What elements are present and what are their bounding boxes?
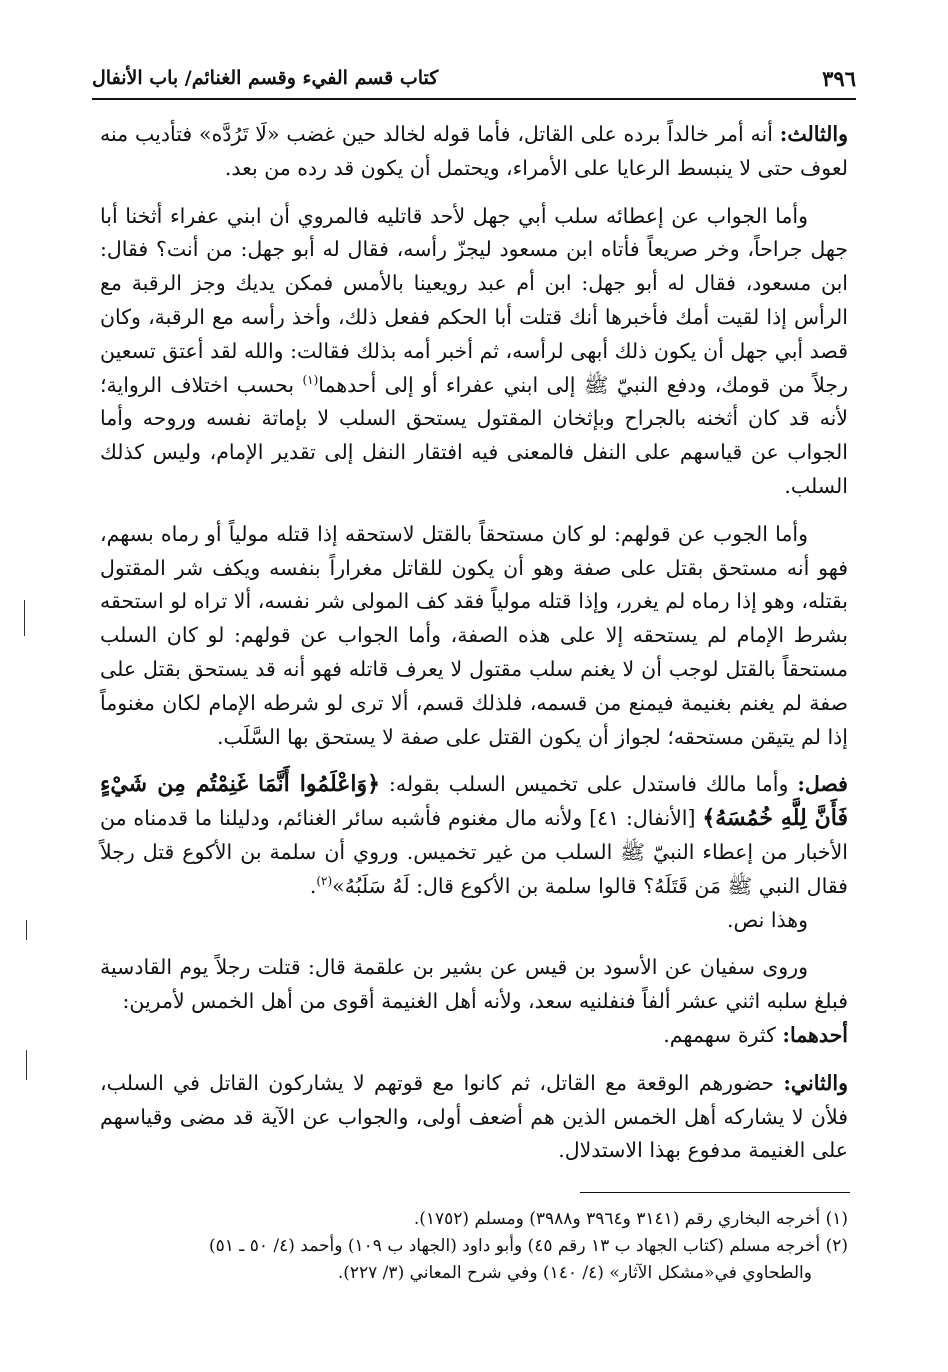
paragraph-lead: والثاني: (783, 1070, 848, 1095)
section-lead: فصل: (797, 772, 848, 797)
paragraph-text: حضورهم الوقعة مع القاتل، ثم كانوا مع قوتهم لا يشاركون القاتل في السلب، فلأن لا يشاركه أهل الخمس الذين هم أضعف أولى، والجواب عن الآية قد مضى وقياسهم على الغنيمة مدفوع بهذا الاستدلال. (100, 1070, 848, 1163)
paragraph-text-continued: بحسب اختلاف الرواية؛ لأنه قد كان أثخنه بالجراح وبإثخان المقتول يستحق السلب لا بإماتة نفسه وروحه وأما الجواب عن قياسهم على النفل فالمعنى فيه افتقار النفل إلى تقدير الإمام، وليس كذلك السلب. (100, 372, 848, 498)
paragraph-lead: والثالث: (779, 122, 848, 146)
footnotes (100, 1206, 848, 1287)
paragraph-first-reason (100, 1019, 848, 1053)
paragraph-text-continued: [الأنفال: ٤١] ولأنه مال مغنوم فأشبه سائر الغنائم، ودليلنا ما قدمناه من الأخبار من إعطاء النبيّ ﷺ السلب من غير تخميس. وروي أن سلمة بن الأكوع قتل رجلاً فقال النبي ﷺ مَن قَتَلَهُ؟ قالوا سلمة بن الأكوع قال: لَهُ سَلَبُهُ» (100, 806, 848, 898)
quran-verse: ﴿وَاعْلَمُوا أَنَّمَا غَنِمْتُم مِن شَيْءٍ فَأَنَّ لِلَّهِ خُمُسَهُ﴾ (100, 771, 849, 832)
footnote-ref-2: (٢) (316, 873, 333, 888)
margin-mark (26, 1050, 27, 1080)
paragraph-fasl (100, 768, 848, 903)
paragraph-text: وأما مالك فاستدل على تخميس السلب بقوله: (380, 772, 798, 797)
footnote-2-continued: والطحاوي في«مشكل الآثار» (٤/ ١٤٠) وفي شرح المعاني (٣/ ٢٢٧). (337, 1263, 812, 1283)
page-header (92, 58, 856, 100)
paragraph-third-point (100, 118, 848, 186)
paragraph-text: أنه أمر خالداً برده على القاتل، فأما قوله لخالد حين غضب «لَا تَرُدَّه» فتأديب منه لعوف حتى لا ينبسط الرعايا على الأمراء، ويحتمل أن يكون قد رده من بعد. (100, 122, 848, 180)
paragraph-abu-jahl (100, 200, 848, 504)
paragraph-text: كثرة سهمهم. (663, 1022, 783, 1047)
main-text (100, 118, 848, 1168)
paragraph-text: وأما الجواب عن إعطائه سلب أبي جهل لأحد قاتليه فالمروي أن ابني عفراء أثخنا أبا جهل جراحاً، وخر صريعاً فأتاه ابن مسعود ليجزّ رأسه، فقال له أبو جهل: من أنت؟ فقال: ابن مسعود، فقال له أبو جهل: ابن أم عبد رويعينا بالأمس فمكن يديك وجز الرقبة مع الرأس إذا لقيت أمك فأخبرها أنك قتلت أبا الحكم ففعل ذلك، وأخذ رأسه مع الرقبة، وكان قصد أبي جهل أن يكون ذلك أبهى لرأسه، ثم أخبر أمه بذلك فقالت: والله لقد أعتق تسعين رجلاً من قومك، ودفع النبيّ ﷺ إلى ابني عفراء أو إلى أحدهما (100, 203, 848, 397)
paragraph-text: وأما الجوب عن قولهم: لو كان مستحقاً بالقتل لاستحقه إذا قتله مولياً أو رماه بسهم، فهو أنه مستحق بقتل على صفة وهو أن يكون للقاتل مغراراً بنفسه ويكف شر المقتول بقتله، وهو إذا رماه لم يغرر، وإذا قتله مولياً فقد كف المولى شر نفسه، ألا تراه لو استحقه بشرط الإمام لم يستحقه إلا على هذه الصفة، وأما الجواب عن قولهم: لو كان السلب مستحقاً بالقتل لوجب أن لا يغنم سلب مقتول لا يعرف قاتله فهو أنه قد يستحق بقتل على صفة لم يغنم بغنيمة فيمنع من قسمه، فلذلك قسم، ألا ترى لو شرطه الإمام لكان مغنوماً إذا لم يتيقن مستحقه؛ لجواز أن يكون القتل على صفة لا يستحق بها السَّلَب. (100, 521, 848, 749)
paragraph-sufyan (100, 951, 848, 1019)
margin-mark (24, 600, 25, 636)
footnote-divider (580, 1192, 850, 1193)
paragraph-text: وهذا نص. (726, 907, 808, 932)
running-title: كتاب قسم الفيء وقسم الغنائم/ باب الأنفال (92, 67, 439, 89)
paragraph-text: وروى سفيان عن الأسود بن قيس عن بشير بن علقمة قال: قتلت رجلاً يوم القادسية فبلغ سلبه اثني عشر ألفاً فنفلنيه سعد، ولأنه أهل الغنيمة أقوى من أهل الخمس لأمرين: (100, 955, 848, 1014)
footnote-2: (٢) أخرجه مسلم (كتاب الجهاد ب ١٣ رقم ٤٥) وأبو داود (الجهاد ب ١٠٩) وأحمد (٤/ ٥٠ ـ ٥١) (209, 1236, 848, 1256)
paragraph-lead: أحدهما: (782, 1022, 848, 1047)
margin-mark (26, 920, 27, 940)
paragraph-reply (100, 518, 848, 755)
paragraph-second-reason (100, 1067, 848, 1168)
footnote-ref-1: (١) (302, 372, 319, 387)
paragraph-text-end: . (309, 873, 317, 898)
footnote-1: (١) أخرجه البخاري رقم (٣١٤١ و٣٩٦٤ و٣٩٨٨) ومسلم (١٧٥٢). (413, 1209, 848, 1229)
paragraph-short (100, 904, 848, 938)
page-number: ٣٩٦ (822, 65, 856, 91)
